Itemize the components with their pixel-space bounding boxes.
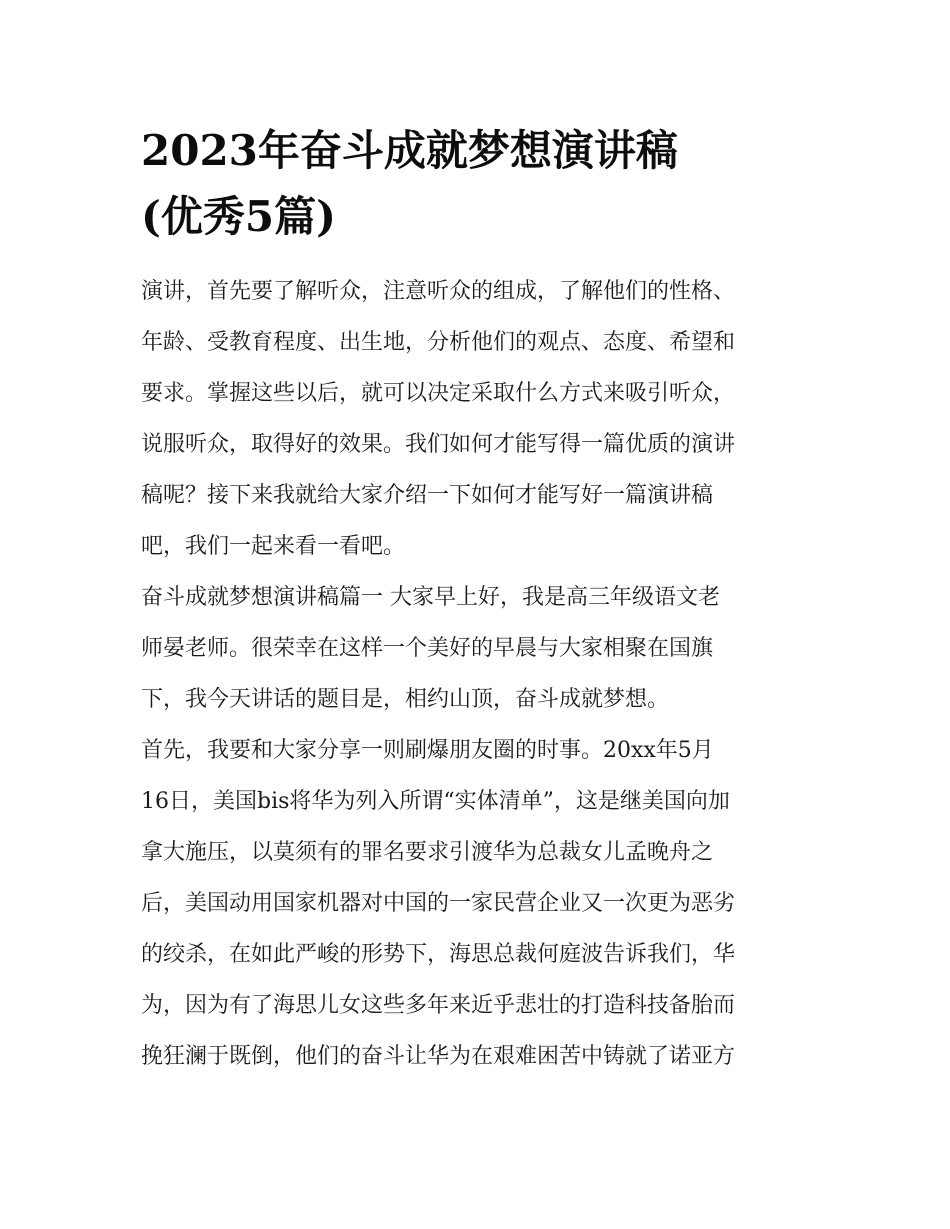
body-line: 年龄、受教育程度、出生地，分析他们的观点、态度、希望和 [141,330,736,355]
body-line: 为，因为有了海思儿女这些多年来近乎悲壮的打造科技备胎而 [141,993,736,1018]
body-line: 首先，我要和大家分享一则刷爆朋友圈的时事。20xx年5月 [141,738,714,763]
body-line: 稿呢？接下来我就给大家介绍一下如何才能写好一篇演讲稿 [141,483,714,508]
body-line: 拿大施压，以莫须有的罪名要求引渡华为总裁女儿孟晚舟之 [141,840,714,865]
body-line: 要求。掌握这些以后，就可以决定采取什么方式来吸引听众， [141,381,736,406]
body-line: 吧，我们一起来看一看吧。 [141,534,406,559]
body-line: 演讲，首先要了解听众，注意听众的组成，了解他们的性格、 [141,279,736,304]
body-line: 下，我今天讲话的题目是，相约山顶，奋斗成就梦想。 [141,687,670,712]
body-line: 16日，美国bis将华为列入所谓“实体清单”，这是继美国向加 [141,789,730,814]
body-line: 奋斗成就梦想演讲稿篇一 大家早上好，我是高三年级语文老 [141,585,720,610]
body-line: 师晏老师。很荣幸在这样一个美好的早晨与大家相聚在国旗 [141,636,714,661]
body-line: 挽狂澜于既倒，他们的奋斗让华为在艰难困苦中铸就了诺亚方 [141,1044,736,1069]
body-line: 后，美国动用国家机器对中国的一家民营企业又一次更为恶劣 [141,891,736,916]
body-line: 的绞杀，在如此严峻的形势下，海思总裁何庭波告诉我们，华 [141,942,736,967]
body-line: 说服听众，取得好的效果。我们如何才能写得一篇优质的演讲 [141,432,736,457]
document-title [141,118,813,250]
title-line-2: (优秀5篇) [141,192,336,241]
document-body [141,266,813,1082]
title-line-1: 2023年奋斗成就梦想演讲稿 [141,126,678,175]
document-page [141,118,813,1082]
